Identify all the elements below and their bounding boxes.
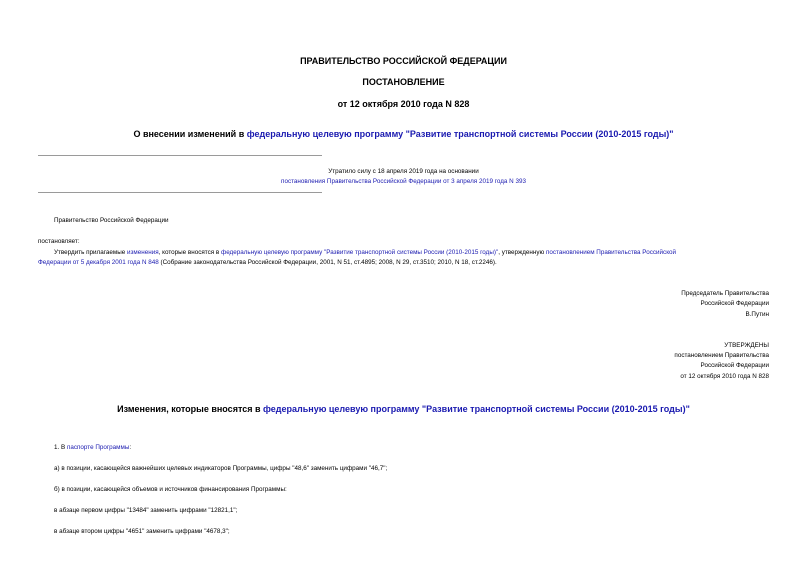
change-item-a: а) в позиции, касающейся важнейших целевых индикаторов Программы, цифры "48,6" заменить цифрами "46,7"; bbox=[54, 465, 388, 472]
decree-848-link-part1[interactable]: постановлением Правительства Российской bbox=[545, 249, 677, 256]
item1-suffix: : bbox=[129, 444, 132, 451]
change-item-d: в абзаце втором цифры "4651" заменить цифрами "4678,3"; bbox=[54, 528, 230, 535]
document-date-number: от 12 октября 2010 года N 828 bbox=[337, 99, 470, 109]
change-item-1 bbox=[54, 444, 131, 451]
signature-name: В.Путин bbox=[745, 311, 769, 318]
changes-link[interactable]: изменения bbox=[127, 249, 159, 256]
document-title-prefix: О внесении изменений в bbox=[133, 129, 247, 139]
item1-prefix: 1. В bbox=[54, 444, 67, 451]
p1-text-b: , которые вносятся в bbox=[158, 249, 222, 256]
decree-848-link-part2[interactable]: Федерации от 5 декабря 2001 года N 848 bbox=[38, 259, 159, 266]
signature-position: Председатель Правительства bbox=[681, 290, 769, 297]
approval-line-2: постановлением Правительства bbox=[674, 352, 769, 359]
program-passport-link[interactable]: паспорте Программы bbox=[66, 444, 130, 451]
approval-heading: УТВЕРЖДЕНЫ bbox=[724, 342, 769, 349]
change-item-c: в абзаце первом цифры "13484" заменить цифрами "12821,1"; bbox=[54, 507, 238, 514]
decrees-label: постановляет: bbox=[38, 238, 80, 245]
repeal-decree-link[interactable]: постановления Правительства Российской Федерации от 3 апреля 2019 года N 393 bbox=[281, 178, 526, 185]
document-title bbox=[0, 129, 807, 139]
status-line: Утратило силу с 18 апреля 2019 года на основании bbox=[328, 168, 479, 175]
p1-text-a: Утвердить прилагаемые bbox=[54, 249, 127, 256]
program-link[interactable]: федеральную целевую программу "Развитие транспортной системы России (2010-2015 годы)" bbox=[246, 129, 674, 139]
changes-title-prefix: Изменения, которые вносятся в bbox=[117, 404, 264, 414]
changes-program-link[interactable]: федеральную целевую программу "Развитие транспортной системы России (2010-2015 годы)" bbox=[263, 404, 690, 414]
government-label: Правительство Российской Федерации bbox=[54, 217, 169, 224]
authority-heading: ПРАВИТЕЛЬСТВО РОССИЙСКОЙ ФЕДЕРАЦИИ bbox=[300, 56, 507, 66]
document-type-heading: ПОСТАНОВЛЕНИЕ bbox=[362, 77, 445, 87]
divider-top bbox=[38, 155, 322, 156]
divider-bottom bbox=[38, 192, 322, 193]
changes-title bbox=[0, 404, 807, 414]
approval-line-4: от 12 октября 2010 года N 828 bbox=[680, 373, 769, 380]
paragraph-1-line-1 bbox=[54, 249, 676, 256]
approval-line-3: Российской Федерации bbox=[700, 362, 769, 369]
signature-country: Российской Федерации bbox=[700, 300, 769, 307]
change-item-b: б) в позиции, касающейся объемов и источников финансирования Программы: bbox=[54, 486, 287, 493]
program-link-inline[interactable]: федеральную целевую программу "Развитие транспортной системы России (2010-2015 годы)" bbox=[221, 249, 499, 256]
paragraph-1-line-2 bbox=[38, 259, 497, 266]
p1-text-c: , утвержденную bbox=[498, 249, 546, 256]
p1-text-d: (Собрание законодательства Российской Федерации, 2001, N 51, ст.4895; 2008, N 29, ст.3510; 2010, N 18, ст.2246). bbox=[158, 259, 497, 266]
